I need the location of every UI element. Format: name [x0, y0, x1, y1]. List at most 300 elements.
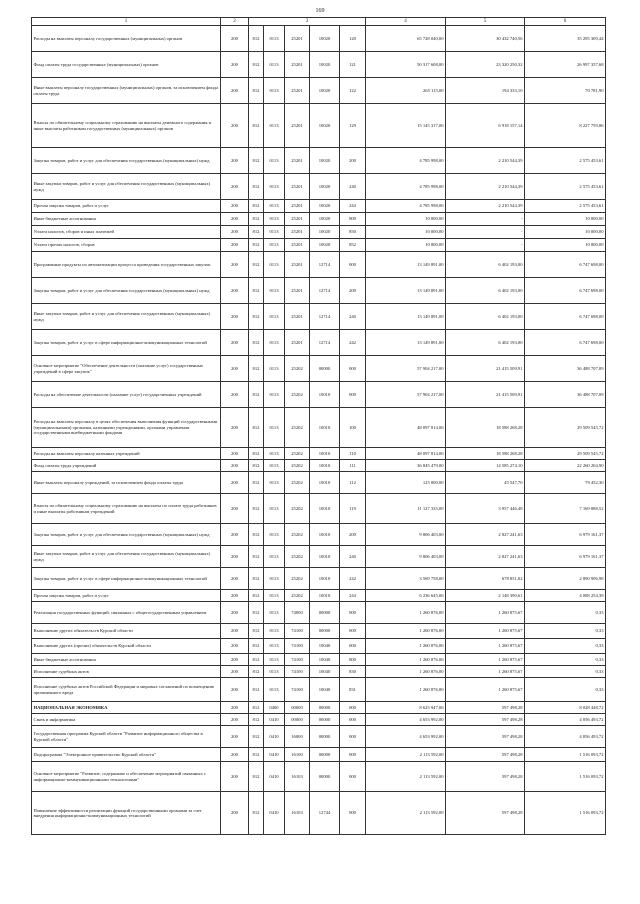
amount-planned: 4 653 992,00: [366, 714, 446, 726]
row-name: Уплата прочих налогов, сборов: [32, 239, 221, 252]
code-5: 10020: [310, 148, 340, 174]
code-1: 200: [221, 602, 249, 624]
code-1: 200: [221, 200, 249, 213]
table-row: [32, 330, 606, 356]
row-name: Прочая закупка товаров, работ и услуг: [32, 590, 221, 602]
amount-planned: 3 569 758,00: [366, 568, 446, 590]
code-3: 0400: [264, 702, 285, 714]
code-1: 200: [221, 239, 249, 252]
amount-planned: 13 149 891,00: [366, 278, 446, 304]
code-1: 200: [221, 78, 249, 104]
code-4: 25202: [285, 524, 310, 546]
code-5: 10010: [310, 568, 340, 590]
code-4: 25201: [285, 213, 310, 226]
table-row: [32, 702, 606, 714]
code-1: 200: [221, 666, 249, 678]
amount-planned: 4 653 992,00: [366, 726, 446, 748]
table-row: [32, 654, 606, 666]
amount-planned: 1 260 876,00: [366, 654, 446, 666]
amount-executed: 6 402 193,00: [446, 304, 525, 330]
row-name: Взносы по обязательному социальному страхованию на выплаты денежного содержания и иные выплаты работникам государственных (муниципальных) органов: [32, 104, 221, 148]
code-4: 25201: [285, 78, 310, 104]
code-5: 10010: [310, 408, 340, 448]
code-6: 240: [340, 546, 366, 568]
amount-remaining: 4 056 493,72: [525, 714, 606, 726]
code-4: 74100: [285, 666, 310, 678]
code-4: 25201: [285, 304, 310, 330]
code-1: 200: [221, 460, 249, 472]
amount-remaining: 35 295 309,44: [525, 26, 606, 52]
code-6: 200: [340, 524, 366, 546]
amount-planned: 265 115,00: [366, 78, 446, 104]
code-3: 0113: [264, 524, 285, 546]
header-cell-1: 1: [32, 18, 221, 26]
amount-remaining: 6 747 698,00: [525, 330, 606, 356]
table-row: [32, 304, 606, 330]
code-5: 10020: [310, 239, 340, 252]
code-2: 812: [249, 602, 264, 624]
code-3: 0113: [264, 200, 285, 213]
amount-executed: -: [446, 239, 525, 252]
code-1: 200: [221, 356, 249, 382]
code-2: 812: [249, 546, 264, 568]
row-name: Основное мероприятие "Развитие, содержание и обеспечение мероприятий связанных с информационно-коммуникационными технологиями": [32, 762, 221, 792]
amount-executed: 23 320 250,32: [446, 52, 525, 78]
table-row: [32, 524, 606, 546]
row-name: Иные бюджетные ассигнования: [32, 213, 221, 226]
code-1: 200: [221, 639, 249, 654]
amount-executed: 3 957 446,48: [446, 494, 525, 524]
row-name: Закупка товаров, работ и услуг в сфере информационно-коммуникационных технологий: [32, 330, 221, 356]
amount-executed: 1 260 875,67: [446, 654, 525, 666]
code-3: 0113: [264, 356, 285, 382]
table-row: [32, 239, 606, 252]
amount-executed: -: [446, 226, 525, 239]
code-6: 000: [340, 702, 366, 714]
amount-executed: 597 498,28: [446, 762, 525, 792]
code-3: 0113: [264, 678, 285, 702]
code-3: 0410: [264, 714, 285, 726]
code-4: 25201: [285, 200, 310, 213]
amount-planned: 1 260 876,00: [366, 666, 446, 678]
header-cell-2: 2: [221, 18, 249, 26]
code-5: 00000: [310, 702, 340, 714]
amount-remaining: 29 509 545,72: [525, 448, 606, 460]
code-1: 200: [221, 330, 249, 356]
code-4: 25202: [285, 382, 310, 408]
code-6: 240: [340, 304, 366, 330]
code-1: 200: [221, 590, 249, 602]
amount-planned: 9 806 403,00: [366, 524, 446, 546]
code-4: 25201: [285, 52, 310, 78]
code-1: 200: [221, 252, 249, 278]
amount-planned: 6 236 645,00: [366, 590, 446, 602]
row-name: Фонд оплаты труда государственных (муниципальных) органов: [32, 52, 221, 78]
code-6: 242: [340, 330, 366, 356]
amount-executed: 2 210 544,39: [446, 200, 525, 213]
code-5: 10010: [310, 524, 340, 546]
code-6: 122: [340, 78, 366, 104]
code-5: 00000: [310, 624, 340, 639]
amount-remaining: 8 227 759,86: [525, 104, 606, 148]
code-1: 200: [221, 26, 249, 52]
code-1: 200: [221, 792, 249, 835]
code-4: 16103: [285, 762, 310, 792]
row-name: Подпрограмма "Электронное правительство Курской области": [32, 748, 221, 762]
amount-remaining: 0,33: [525, 666, 606, 678]
code-1: 200: [221, 678, 249, 702]
code-3: 0113: [264, 546, 285, 568]
code-3: 0113: [264, 568, 285, 590]
code-2: 812: [249, 330, 264, 356]
amount-executed: 597 498,28: [446, 726, 525, 748]
row-name: Основное мероприятие "Обеспечение деятельности (оказание услуг) государственных учреждений в сфере закупок": [32, 356, 221, 382]
code-3: 0113: [264, 239, 285, 252]
code-5: 00000: [310, 762, 340, 792]
code-3: 0113: [264, 26, 285, 52]
row-name: Реализация государственных функций, связанных с общегосударственным управлением: [32, 602, 221, 624]
table-row: [32, 356, 606, 382]
code-6: 000: [340, 726, 366, 748]
code-2: 812: [249, 304, 264, 330]
table-row: [32, 213, 606, 226]
code-4: 74100: [285, 678, 310, 702]
amount-executed: 6 402 193,00: [446, 278, 525, 304]
code-6: 000: [340, 639, 366, 654]
code-4: 25202: [285, 460, 310, 472]
amount-remaining: 1 516 093,72: [525, 792, 606, 835]
amount-remaining: 10 000,00: [525, 213, 606, 226]
row-name: Иные закупки товаров, работ и услуг для обеспечения государственных (муниципальных) нужд: [32, 304, 221, 330]
code-3: 0113: [264, 460, 285, 472]
code-3: 0113: [264, 174, 285, 200]
row-name: Программные продукты по автоматизации процесса проведения государственных закупок: [32, 252, 221, 278]
code-3: 0410: [264, 748, 285, 762]
code-1: 200: [221, 213, 249, 226]
amount-remaining: 0,33: [525, 639, 606, 654]
code-1: 200: [221, 382, 249, 408]
code-5: 10020: [310, 52, 340, 78]
code-2: 812: [249, 666, 264, 678]
row-name: Закупка товаров, работ и услуг для обеспечения государственных (муниципальных) нужд: [32, 278, 221, 304]
code-6: 000: [340, 252, 366, 278]
code-1: 200: [221, 702, 249, 714]
amount-executed: 194 333,10: [446, 78, 525, 104]
row-name: Иные закупки товаров, работ и услуг для обеспечения государственных (муниципальных) нужд: [32, 546, 221, 568]
amount-planned: 57 904 217,00: [366, 382, 446, 408]
row-name: Фонд оплаты труда учреждений: [32, 460, 221, 472]
code-6: 831: [340, 678, 366, 702]
code-1: 200: [221, 624, 249, 639]
code-2: 812: [249, 104, 264, 148]
amount-remaining: 6 979 161,37: [525, 546, 606, 568]
code-5: 10010: [310, 590, 340, 602]
row-name: Расходы на выплаты персоналу государственных (муниципальных) органов: [32, 26, 221, 52]
code-5: 00000: [310, 356, 340, 382]
code-4: 25202: [285, 408, 310, 448]
table-row: [32, 408, 606, 448]
code-6: 000: [340, 356, 366, 382]
code-4: 00000: [285, 714, 310, 726]
row-name: Закупка товаров, работ и услуг для обеспечения государственных (муниципальных) нужд: [32, 524, 221, 546]
table-row: [32, 460, 606, 472]
amount-remaining: 6 747 698,00: [525, 252, 606, 278]
row-name: Иные бюджетные ассигнования: [32, 654, 221, 666]
row-name: Закупка товаров, работ и услуг в сфере информационно-коммуникационных технологий: [32, 568, 221, 590]
amount-executed: 14 585 274,10: [446, 460, 525, 472]
code-5: 12714: [310, 304, 340, 330]
code-1: 200: [221, 278, 249, 304]
code-4: 25201: [285, 278, 310, 304]
code-5: 10020: [310, 200, 340, 213]
amount-planned: 4 785 998,00: [366, 200, 446, 213]
amount-planned: 9 806 403,00: [366, 546, 446, 568]
code-2: 812: [249, 252, 264, 278]
amount-executed: 1 260 875,67: [446, 624, 525, 639]
code-3: 0113: [264, 602, 285, 624]
code-6: 110: [340, 448, 366, 460]
code-6: 242: [340, 568, 366, 590]
code-4: 25201: [285, 174, 310, 200]
code-1: 200: [221, 408, 249, 448]
code-3: 0113: [264, 252, 285, 278]
table-row: [32, 278, 606, 304]
code-5: 10020: [310, 26, 340, 52]
amount-executed: 1 260 875,67: [446, 602, 525, 624]
amount-remaining: 70 781,90: [525, 78, 606, 104]
table-row: [32, 762, 606, 792]
amount-executed: -: [446, 213, 525, 226]
header-cell-6: 6: [525, 18, 606, 26]
code-5: 10010: [310, 448, 340, 460]
code-6: 000: [340, 624, 366, 639]
amount-remaining: 10 000,00: [525, 239, 606, 252]
amount-executed: 2 827 241,63: [446, 524, 525, 546]
table-row: [32, 602, 606, 624]
code-2: 812: [249, 654, 264, 666]
code-2: 812: [249, 239, 264, 252]
code-2: 812: [249, 213, 264, 226]
amount-remaining: 36 488 707,09: [525, 356, 606, 382]
code-2: 812: [249, 174, 264, 200]
code-1: 200: [221, 726, 249, 748]
code-4: 25201: [285, 26, 310, 52]
code-6: 000: [340, 382, 366, 408]
code-1: 200: [221, 226, 249, 239]
amount-planned: 48 097 814,00: [366, 448, 446, 460]
code-6: 850: [340, 226, 366, 239]
code-2: 812: [249, 524, 264, 546]
code-4: 74100: [285, 624, 310, 639]
code-1: 200: [221, 52, 249, 78]
row-name: Иные выплаты персоналу государственных (муниципальных) органов, за исключением фонда оплаты труда: [32, 78, 221, 104]
code-5: 10010: [310, 460, 340, 472]
amount-remaining: 0,33: [525, 602, 606, 624]
table-row: [32, 382, 606, 408]
row-name: Взносы по обязательному социальному страхованию на выплаты по оплате труда работников и иные выплаты работникам учреждений: [32, 494, 221, 524]
amount-executed: 18 588 268,28: [446, 448, 525, 460]
code-2: 812: [249, 448, 264, 460]
code-3: 0113: [264, 624, 285, 639]
amount-remaining: 4 056 493,72: [525, 726, 606, 748]
header-cell-4: 4: [366, 18, 446, 26]
code-3: 0113: [264, 330, 285, 356]
code-3: 0113: [264, 408, 285, 448]
header-cell-5: 5: [446, 18, 525, 26]
code-5: 10020: [310, 104, 340, 148]
header-cell-3: 3: [249, 18, 366, 26]
amount-remaining: 0,33: [525, 624, 606, 639]
code-2: 812: [249, 639, 264, 654]
code-6: 111: [340, 460, 366, 472]
row-name: Расходы на выплаты персоналу казенных учреждений: [32, 448, 221, 460]
row-name: Связь и информатика: [32, 714, 221, 726]
code-1: 200: [221, 448, 249, 460]
code-4: 25202: [285, 494, 310, 524]
table-row: [32, 678, 606, 702]
code-6: 119: [340, 494, 366, 524]
code-1: 200: [221, 654, 249, 666]
code-3: 0410: [264, 762, 285, 792]
row-name: Государственная программа Курской области "Развитие информационного общества в Курской области": [32, 726, 221, 748]
amount-executed: 597 498,28: [446, 702, 525, 714]
code-3: 0113: [264, 278, 285, 304]
code-3: 0410: [264, 726, 285, 748]
amount-executed: 2 210 544,39: [446, 174, 525, 200]
code-4: 25202: [285, 448, 310, 460]
amount-remaining: 2 575 453,61: [525, 200, 606, 213]
row-name: Прочая закупка товаров, работ и услуг: [32, 200, 221, 213]
code-1: 200: [221, 546, 249, 568]
amount-executed: 6 918 157,14: [446, 104, 525, 148]
code-2: 812: [249, 792, 264, 835]
code-2: 812: [249, 26, 264, 52]
code-6: 852: [340, 239, 366, 252]
amount-planned: 1 260 876,00: [366, 602, 446, 624]
code-4: 25202: [285, 356, 310, 382]
code-6: 100: [340, 408, 366, 448]
code-4: 25202: [285, 472, 310, 494]
table-row: [32, 546, 606, 568]
code-5: 00000: [310, 602, 340, 624]
table-row: [32, 590, 606, 602]
amount-remaining: 1 516 093,72: [525, 762, 606, 792]
header-row: [32, 18, 606, 26]
table-row: [32, 78, 606, 104]
code-3: 0113: [264, 382, 285, 408]
amount-planned: 2 113 592,00: [366, 762, 446, 792]
code-6: 000: [340, 792, 366, 835]
amount-remaining: 6 979 161,37: [525, 524, 606, 546]
code-4: 25201: [285, 330, 310, 356]
code-5: 10040: [310, 666, 340, 678]
code-2: 812: [249, 408, 264, 448]
code-3: 0113: [264, 104, 285, 148]
code-4: 16000: [285, 726, 310, 748]
code-2: 812: [249, 624, 264, 639]
code-6: 000: [340, 602, 366, 624]
amount-planned: 13 149 891,00: [366, 252, 446, 278]
amount-planned: 2 113 592,00: [366, 748, 446, 762]
code-1: 200: [221, 472, 249, 494]
amount-executed: 597 498,28: [446, 714, 525, 726]
row-name: Исполнение судебных актов: [32, 666, 221, 678]
code-3: 0113: [264, 472, 285, 494]
amount-executed: 2 210 544,39: [446, 148, 525, 174]
amount-remaining: 0,33: [525, 678, 606, 702]
code-5: 12714: [310, 278, 340, 304]
table-row: [32, 624, 606, 639]
table-row: [32, 104, 606, 148]
code-3: 0113: [264, 494, 285, 524]
code-4: 25202: [285, 590, 310, 602]
code-6: 000: [340, 714, 366, 726]
code-5: 00000: [310, 726, 340, 748]
amount-planned: 48 097 814,00: [366, 408, 446, 448]
code-6: 112: [340, 472, 366, 494]
amount-remaining: 0,33: [525, 654, 606, 666]
code-4: 25202: [285, 568, 310, 590]
amount-remaining: 29 509 545,72: [525, 408, 606, 448]
code-2: 812: [249, 78, 264, 104]
amount-planned: 125 000,00: [366, 472, 446, 494]
code-5: 10010: [310, 472, 340, 494]
code-6: 000: [340, 748, 366, 762]
code-4: 74100: [285, 639, 310, 654]
code-5: 10020: [310, 78, 340, 104]
table-row: [32, 174, 606, 200]
amount-executed: 597 498,28: [446, 792, 525, 835]
table-row: [32, 448, 606, 460]
table-row: [32, 494, 606, 524]
code-1: 200: [221, 148, 249, 174]
amount-planned: 2 113 592,00: [366, 792, 446, 835]
code-4: 16103: [285, 792, 310, 835]
amount-remaining: 4 088 254,39: [525, 590, 606, 602]
amount-planned: 13 149 891,00: [366, 330, 446, 356]
amount-executed: 6 402 193,00: [446, 252, 525, 278]
code-5: 10010: [310, 494, 340, 524]
code-2: 812: [249, 748, 264, 762]
code-1: 200: [221, 762, 249, 792]
amount-planned: 65 728 040,00: [366, 26, 446, 52]
code-4: 00000: [285, 702, 310, 714]
row-name: Повышение эффективности реализации функций государственными органами за счет внедрения информационно-коммуникационных технологий: [32, 792, 221, 835]
code-5: 10040: [310, 639, 340, 654]
code-2: 812: [249, 568, 264, 590]
code-6: 121: [340, 52, 366, 78]
code-3: 0113: [264, 590, 285, 602]
amount-remaining: 10 000,00: [525, 226, 606, 239]
table-row: [32, 666, 606, 678]
amount-executed: 6 402 193,00: [446, 330, 525, 356]
code-3: 0113: [264, 78, 285, 104]
amount-executed: 2 148 390,61: [446, 590, 525, 602]
amount-executed: 1 260 875,67: [446, 639, 525, 654]
amount-executed: 2 827 241,63: [446, 546, 525, 568]
amount-remaining: 1 516 093,72: [525, 748, 606, 762]
code-1: 200: [221, 304, 249, 330]
code-1: 200: [221, 104, 249, 148]
code-2: 812: [249, 148, 264, 174]
code-5: 12714: [310, 252, 340, 278]
amount-planned: 1 260 876,00: [366, 639, 446, 654]
amount-remaining: 2 890 906,98: [525, 568, 606, 590]
table-row: [32, 148, 606, 174]
code-5: 00000: [310, 748, 340, 762]
row-name: Расходы на выплаты персоналу в целях обеспечения выполнения функций государственными (муниципальными) органами, казенными учреждениями, органами управления государственными внебюджетными фондами: [32, 408, 221, 448]
code-2: 812: [249, 494, 264, 524]
